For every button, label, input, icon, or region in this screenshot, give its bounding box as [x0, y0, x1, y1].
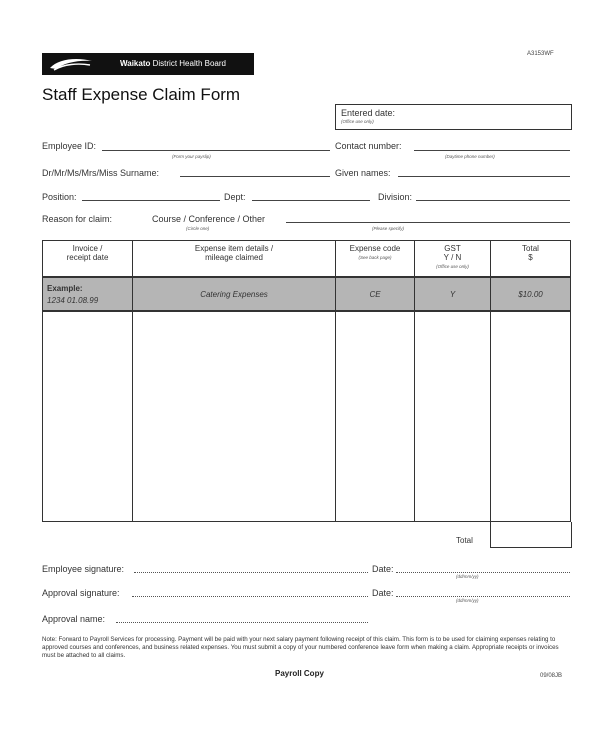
example-invoice-cell [43, 277, 133, 311]
footer-note: Note: Forward to Payroll Services for processing. Payment will be paid with your next salary payment following receipt of this claim. This form is to be used for claiming expenses relating to approved courses and conferences, and business related expenses. You must submit a copy of your numbered conference leave form when making a claim. Appropriate receipts or invoices must be attached to all claims. [42, 636, 559, 659]
dept-label: Dept: [224, 192, 246, 202]
gst-cell[interactable] [415, 311, 491, 522]
given-names-field[interactable] [398, 176, 570, 177]
table-header-row [43, 241, 571, 278]
employee-id-field[interactable] [102, 150, 330, 151]
total-cell[interactable] [491, 311, 571, 522]
revision-code: 09/08JB [540, 673, 563, 679]
employee-id-label: Employee ID: [42, 141, 97, 151]
approval-name-field[interactable] [116, 622, 368, 623]
position-label: Position: [42, 192, 77, 202]
example-total: $10.00 [491, 277, 571, 311]
employee-signature-label: Employee signature: [42, 564, 125, 574]
header-details-line2: mileage claimed [205, 253, 263, 262]
header-gst [415, 241, 491, 278]
invoice-date-cell[interactable] [43, 311, 133, 522]
given-names-label: Given names: [335, 168, 391, 178]
approval-signature-date-hint: (dd/mm/yy) [456, 598, 479, 603]
reason-specify-hint: (Please specify) [372, 226, 405, 231]
header-invoice-line1: Invoice / [72, 244, 103, 253]
org-name [120, 59, 226, 68]
org-name-rest: District Health Board [152, 59, 226, 68]
header-invoice-date [43, 241, 133, 278]
example-details: Catering Expenses [133, 277, 336, 311]
entered-date-label: Entered date: [341, 108, 396, 118]
expense-code-cell[interactable] [336, 311, 415, 522]
org-logo-banner [42, 53, 254, 75]
header-code-label: Expense code [349, 244, 401, 253]
header-code-hint: (See back page) [358, 255, 392, 260]
grand-total-box[interactable] [490, 522, 572, 548]
surname-field[interactable] [180, 176, 330, 177]
division-field[interactable] [416, 200, 570, 201]
approval-signature-date-field[interactable] [396, 596, 570, 597]
header-total [491, 241, 571, 278]
header-gst-line2: Y / N [443, 253, 462, 262]
expense-details-cell[interactable] [133, 311, 336, 522]
logo-swoosh-icon [48, 57, 94, 71]
org-name-bold: Waikato [120, 59, 151, 68]
contact-number-field[interactable] [414, 150, 570, 151]
contact-number-hint: (Daytime phone number) [445, 154, 495, 159]
reason-options[interactable]: Course / Conference / Other [152, 214, 266, 224]
approval-name-label: Approval name: [42, 614, 106, 624]
entered-date-hint: (Office use only) [341, 119, 374, 124]
header-gst-line1: GST [444, 244, 461, 253]
entered-date-box[interactable] [335, 104, 572, 130]
employee-signature-date-label: Date: [372, 564, 394, 574]
reason-label: Reason for claim: [42, 214, 113, 224]
payroll-copy-label: Payroll Copy [275, 669, 324, 678]
example-row [43, 277, 571, 311]
page-title: Staff Expense Claim Form [42, 85, 241, 104]
example-gst: Y [415, 277, 491, 311]
header-invoice-line2: receipt date [66, 253, 109, 262]
example-code: CE [336, 277, 415, 311]
employee-signature-date-hint: (dd/mm/yy) [456, 574, 479, 579]
reason-specify-field[interactable] [286, 222, 570, 223]
approval-signature-field[interactable] [132, 596, 368, 597]
table-row [43, 311, 571, 522]
division-label: Division: [378, 192, 413, 202]
approval-signature-date-label: Date: [372, 588, 394, 598]
example-invoice: 1234 01.08.99 [47, 295, 99, 305]
header-expense-details [133, 241, 336, 278]
dept-field[interactable] [252, 200, 370, 201]
position-field[interactable] [82, 200, 220, 201]
grand-total-label: Total [456, 536, 473, 545]
header-total-line2: $ [528, 253, 533, 262]
expense-table [42, 240, 571, 522]
contact-number-label: Contact number: [335, 141, 402, 151]
reason-options-hint: (Circle one) [186, 226, 210, 231]
approval-signature-label: Approval signature: [42, 588, 120, 598]
form-code: A3153WF [527, 51, 554, 57]
example-label: Example: [47, 283, 83, 293]
header-details-line1: Expense item details / [194, 244, 274, 253]
employee-signature-date-field[interactable] [396, 572, 570, 573]
surname-label: Dr/Mr/Ms/Mrs/Miss Surname: [42, 168, 159, 178]
employee-id-hint: (Form your payslip) [172, 154, 211, 159]
header-total-line1: Total [522, 244, 539, 253]
employee-signature-field[interactable] [134, 572, 368, 573]
header-gst-hint: (Office use only) [436, 264, 469, 269]
header-expense-code [336, 241, 415, 278]
